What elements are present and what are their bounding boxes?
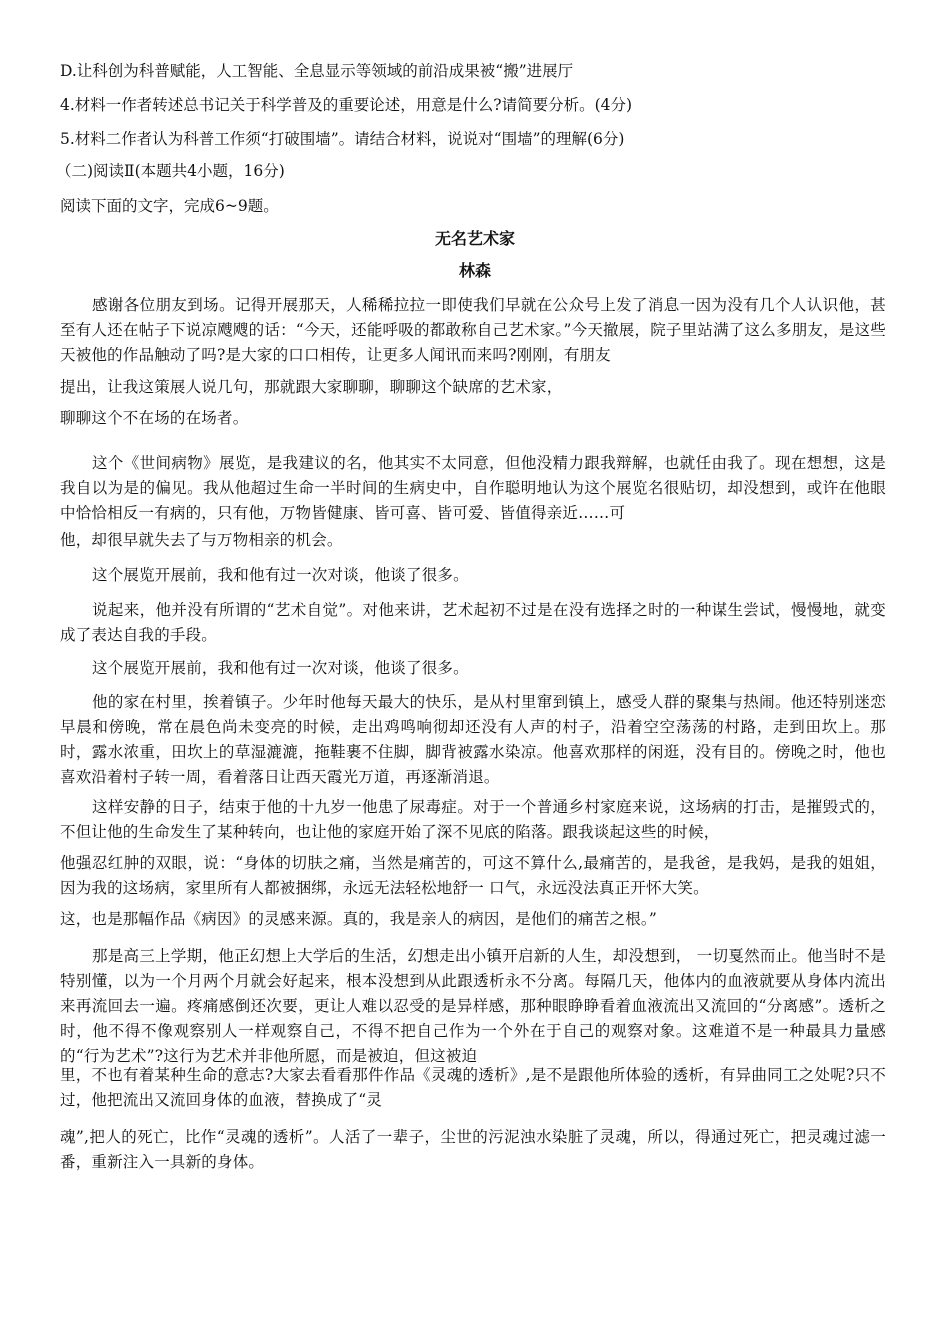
question-5: 5.材料二作者认为科普工作须“打破围墙”。请结合材料，说说对“围墙”的理解(6分) — [60, 130, 625, 148]
paragraph-8: 那是高三上学期，他正幻想上大学后的生活，幻想走出小镇开启新的人生，却没想到， 一切戛然而止。他当时不是特别懂，以为一个月两个月就会好起来，根本没想到从此跟透析永不分离。每隔几天，他体内的血液就要从身体内流出来再流回去一遍。疼痛感倒还次要，更让人难以忍受的是异样感，那种眼睁睁看着血液流出又流回的“分离感”。透析之时，他不得不像观察别人一样观察自己，不得不把自己作为一个外在于自己的观察对象。这难道不是一种最具力量感的“行为艺术”?这行为艺术并非他所愿，而是被迫，但这被迫 — [60, 947, 886, 1065]
paragraph-5: 这个展览开展前，我和他有过一次对谈，他谈了很多。 — [92, 659, 469, 677]
question-4: 4.材料一作者转述总书记关于科学普及的重要论述，用意是什么?请简要分析。(4分) — [60, 96, 633, 114]
paragraph-2-end: 他，却很早就失去了与万物相亲的机会。 — [60, 531, 343, 549]
paragraph-1-cont: 提出，让我这策展人说几句，那就跟大家聊聊，聊聊这个缺席的艺术家， — [60, 378, 563, 396]
paragraph-4: 说起来，他并没有所谓的“艺术自觉”。对他来讲，艺术起初不过是在没有选择之时的一种谋生尝试，慢慢地，就变成了表达自我的手段。 — [60, 601, 886, 644]
paragraph-8-end: 魂”,把人的死亡，比作“灵魂的透析”。人活了一辈子，尘世的污泥浊水染脏了灵魂，所以，得通过死亡，把灵魂过滤一番，重新注入一具新的身体。 — [60, 1128, 886, 1171]
paragraph-8-cont: 里，不也有着某种生命的意志?大家去看看那件作品《灵魂的透析》,是不是跟他所体验的透析，有异曲同工之处呢?只不过，他把流出又流回身体的血液，替换成了“灵 — [60, 1066, 886, 1109]
article-title: 无名艺术家 — [434, 229, 515, 248]
section-heading: （二)阅读Ⅱ(本题共4小题，16分) — [56, 162, 285, 180]
paragraph-7-cont: 他强忍红肿的双眼，说：“身体的切肤之痛，当然是痛苦的，可这不算什么,最痛苦的，是我爸，是我妈，是我的姐姐，因为我的这场病，家里所有人都被捆绑，永远无法轻松地舒一 口气，永远没法真正开怀大笑。 — [60, 854, 886, 897]
paragraph-2: 这个《世间病物》展览，是我建议的名，他其实不太同意，但他没精力跟我辩解，也就任由我了。现在想想，这是我自以为是的偏见。我从他超过生命一半时间的生病史中，自作聪明地认为这个展览名很贴切，却没想到，或许在他眼中恰恰相反一有病的，只有他，万物皆健康、皆可喜、皆可爱、皆值得亲近……可 — [60, 454, 886, 522]
paragraph-6: 他的家在村里，挨着镇子。少年时他每天最大的快乐，是从村里窜到镇上，感受人群的聚集与热闹。他还特别迷恋早晨和傍晚，常在晨色尚未变亮的时候，走出鸡鸣响彻却还没有人声的村子，沿着空空荡荡的村路，走到田坎上。那时，露水浓重，田坎上的草湿漉漉，拖鞋裹不住脚，脚背被露水染凉。他喜欢那样的闲逛，没有目的。傍晚之时，他也喜欢沿着村子转一周，看着落日让西天霞光万道，再逐渐消退。 — [60, 693, 886, 786]
paragraph-1-end: 聊聊这个不在场的在场者。 — [60, 409, 249, 427]
paragraph-1: 感谢各位朋友到场。记得开展那天，人稀稀拉拉一即使我们早就在公众号上发了消息一因为没有几个人认识他，甚至有人还在帖子下说凉飕飕的话：“今天，还能呼吸的都敢称自己艺术家。”今天撤展，院子里站满了这么多朋友，是这些天被他的作品触动了吗?是大家的口口相传，让更多人闻讯而来吗?刚刚，有朋友 — [60, 296, 886, 364]
reading-instruction: 阅读下面的文字，完成6~9题。 — [60, 197, 279, 215]
option-d: D.让科创为科普赋能，人工智能、全息显示等领域的前沿成果被“搬”进展厅 — [60, 62, 574, 80]
article-author: 林森 — [458, 261, 491, 280]
paragraph-7-end: 这，也是那幅作品《病因》的灵感来源。真的，我是亲人的病因，是他们的痛苦之根。” — [60, 910, 657, 928]
paragraph-3: 这个展览开展前，我和他有过一次对谈，他谈了很多。 — [92, 566, 469, 584]
paragraph-7: 这样安静的日子，结束于他的十九岁一他患了尿毒症。对于一个普通乡村家庭来说，这场病的打击，是摧毁式的，不但让他的生命发生了某种转向，也让他的家庭开始了深不见底的陷落。跟我谈起这些的时候， — [60, 798, 886, 841]
